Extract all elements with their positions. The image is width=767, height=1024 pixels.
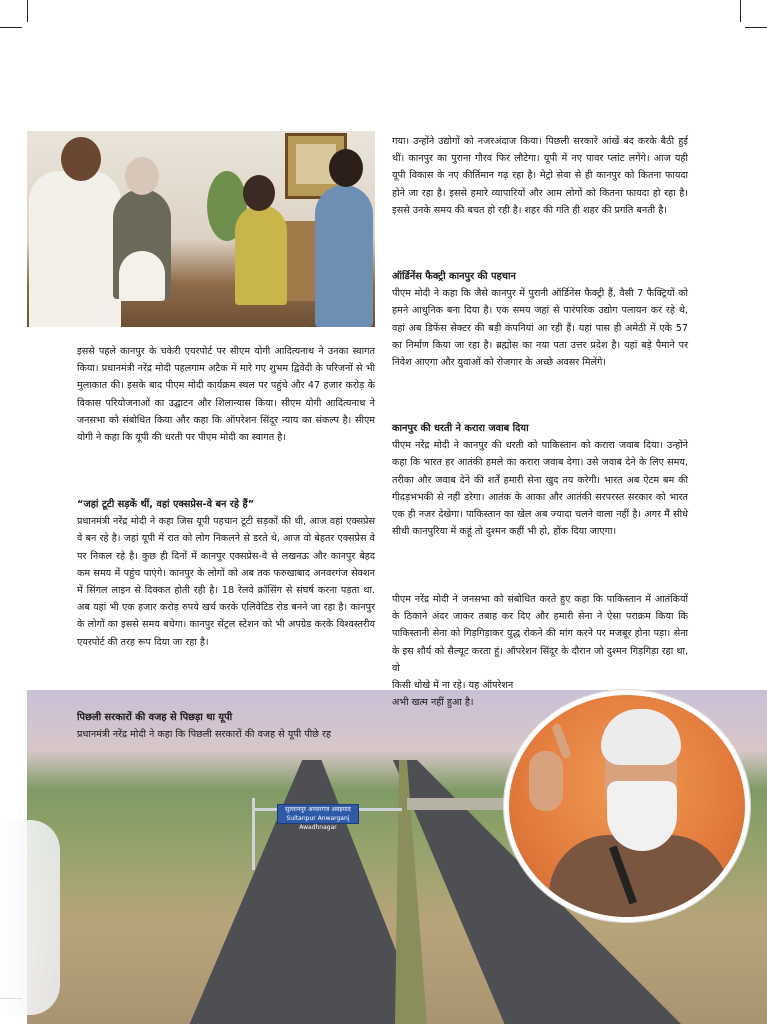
right-column-section-1 bbox=[392, 268, 688, 371]
person-woman-head bbox=[243, 175, 275, 211]
crop-mark bbox=[745, 27, 767, 28]
photo-meeting bbox=[27, 131, 375, 327]
heading-previous-governments: पिछली सरकारों की वजह से पिछड़ा था यूपी bbox=[77, 712, 233, 723]
heading-ordnance-factory: ऑर्डिनेंस फैक्ट्री कानपुर की पहचान bbox=[392, 271, 516, 282]
left-para-1: इससे पहले कानपुर के चकेरी एयरपोर्ट पर सीएम योगी आदित्यनाथ ने उनका स्वागत किया। प्रधानमंत्री नरेंद्र मोदी पहलगाम अटैक में मारे गए शुभम द्विवेदी के परिजनों से भी मुलाकात की। इसके बाद पीएम मोदी कार्यक्रम स्थल पर पहुंचे और 47 हजार करोड़ के विकास परियोजनाओं का उद्घाटन और शिलान्यास किया। सीएम योगी आदित्यनाथ ने जनसभा को संबोधित किया और कहा कि ऑपरेशन सिंदूर न्याय का संकल्प है। सीएम योगी ने कहा कि यूपी की धरती पर पीएम मोदी का स्वागत है। bbox=[77, 346, 375, 444]
right-column-section-2 bbox=[392, 420, 688, 540]
crop-mark bbox=[0, 27, 22, 28]
heading-expressway: “जहां टूटी सड़कें थीं, वहां एक्सप्रेस-वे बन रहे हैं” bbox=[77, 499, 255, 510]
heading-kanpur-reply: कानपुर की धरती ने करारा जवाब दिया bbox=[392, 423, 529, 434]
person-modi-head bbox=[125, 157, 159, 195]
crop-mark bbox=[27, 0, 28, 22]
right-para-1: गया। उन्होंने उद्योगों को नजरअंदाज किया। पिछली सरकारें आंखें बंद करके बैठी हुई थीं। कानपुर का पुराना गौरव फिर लौटेगा। यूपी में नए पावर प्लांट लगेंगे। आज यही यूपी विकास के नए कीर्तिमान गढ़ रहा है। मेट्रो सेवा से ही कानपुर को कितना फायदा होने जा रहा है। इससे हमारे व्यापारियों और आम लोगों को कितना फायदा हो रहा है। इससे उनके समय की बचत हो रही है। शहर की गति ही शहर की प्रगति बनती है। bbox=[392, 136, 688, 216]
person-woman bbox=[235, 205, 287, 305]
right-para-4a: पीएम नरेंद्र मोदी ने जनसभा को संबोधित करते हुए कहा कि पाकिस्तान में आतंकियों के ठिकाने अंदर जाकर तबाह कर दिए और हमारी सेना ने ऐसा पराक्रम किया कि पाकिस्तानी सेना को गिड़गिड़ाकर युद्ध रोकने की मांग करने पर मजबूर होना पड़ा। सेना के इस शौर्य को सैल्यूट करता हूं। ऑपरेशन सिंदूर के दौरान जो दुश्मन गिड़गिड़ा रहा था, वो bbox=[392, 594, 688, 674]
portrait-hair bbox=[601, 709, 681, 765]
highway-sign-english: Sultanpur Anwarganj Awadhnagar bbox=[286, 815, 350, 831]
highway-sign-hindi: सुल्तानपुर अनवरगंज अवहमाद bbox=[285, 806, 351, 813]
person-girl-head bbox=[329, 149, 363, 187]
right-para-3: पीएम नरेंद्र मोदी ने कानपुर की धरती को पाकिस्तान को करारा जवाब दिया। उन्होंने कहा कि भारत हर आतंकी हमले का करारा जवाब देगा। उसे जवाब देने के लिए समय, तरीका और जवाब देने की शर्तें हमारी सेना खुद तय करेगी। भारत अब ऐटम बम की गीदड़भभकी से नहीं डरेगा। आतंक के आका और आतंकी सरपरस्त सरकार को भारत एक ही नजर देखेगा। पाकिस्तान का खेल अब ज्यादा चलने वाला नहीं है। अगर मैं सीधे सीधी कानपुरिया में कहूं तो दुश्मन कहीं भी हो, होंक दिया जाएगा। bbox=[392, 440, 688, 538]
left-column-section-2 bbox=[77, 709, 375, 743]
left-column bbox=[77, 343, 375, 446]
side-artwork bbox=[0, 820, 60, 1015]
road-left bbox=[187, 760, 427, 1024]
portrait-modi bbox=[504, 690, 750, 922]
highway-sign bbox=[277, 804, 359, 831]
left-column-section-1 bbox=[77, 496, 375, 651]
right-para-2: पीएम मोदी ने कहा कि जैसे कानपुर में पुरानी ऑर्डिनेंस फैक्ट्री हैं, वैसी 7 फैक्ट्रियों को हमने आधुनिक बना दिया है। एक समय जहां से पारंपरिक उद्योग पलायन कर रहे थे, वहां अब डिफेंस सेक्टर की बड़ी कंपनियां आ रही हैं। यहां पास ही अमेठी में एके 57 का निर्माण किया जा रहा है। ब्रह्मोस का नया पता उत्तर प्रदेश है। यहां बड़े पैमाने पर निवेश आएगा और युवाओं को रोजगार के अच्छे अवसर मिलेंगे। bbox=[392, 288, 688, 369]
right-para-4b: किसी धोखे में ना रहे। यह ऑपरेशन bbox=[392, 680, 514, 692]
person-modi-kurta bbox=[119, 251, 165, 301]
left-para-2: प्रधानमंत्री नरेंद्र मोदी ने कहा जिस यूपी पहचान टूटी सड़कों की थी, आज वहां एक्सप्रेस वे बन रहे है। जहां यूपी में रात को लोग निकलने से डरते थे, आज वो बेहतर एक्सप्रेस वे पर निकल रहे है। कुछ ही दिनों में कानपुर एक्सप्रेस-वे से लखनऊ और कानपुर बेहद कम समय में पहुंच पाएंगे। कानपुर के लोगों को अब तक फरुखाबाद अनवरगंज सेक्शन में सिंगल लाइन से दिक्कत होती रही है। 18 रेलवे क्रॉसिंग से संघर्ष करना पड़ता था. अब यहां भी एक हजार करोड़ रुपये खर्च करके एलिवेटिड रोड बनने जा रहा है। कानपुर के लोगों का इससे समय बचेगा। कानपुर सेंट्रल स्टेशन को भी अपग्रेड करके विश्वस्तरीय एयरपोर्ट की तरह रूप दिया जा रहा है। bbox=[77, 516, 375, 648]
crop-mark bbox=[740, 0, 741, 22]
overbridge bbox=[407, 798, 517, 810]
person-girl bbox=[315, 185, 373, 327]
person-left bbox=[29, 171, 121, 327]
right-para-4c: अभी खत्म नहीं हुआ है। bbox=[392, 697, 474, 709]
left-para-3: प्रधानमंत्री नरेंद्र मोदी ने कहा कि पिछली सरकारों की वजह से यूपी पीछे रह bbox=[77, 729, 331, 741]
right-column bbox=[392, 133, 688, 219]
portrait-hand bbox=[529, 751, 563, 811]
portrait-beard bbox=[607, 781, 677, 851]
person-left-head bbox=[61, 137, 101, 181]
